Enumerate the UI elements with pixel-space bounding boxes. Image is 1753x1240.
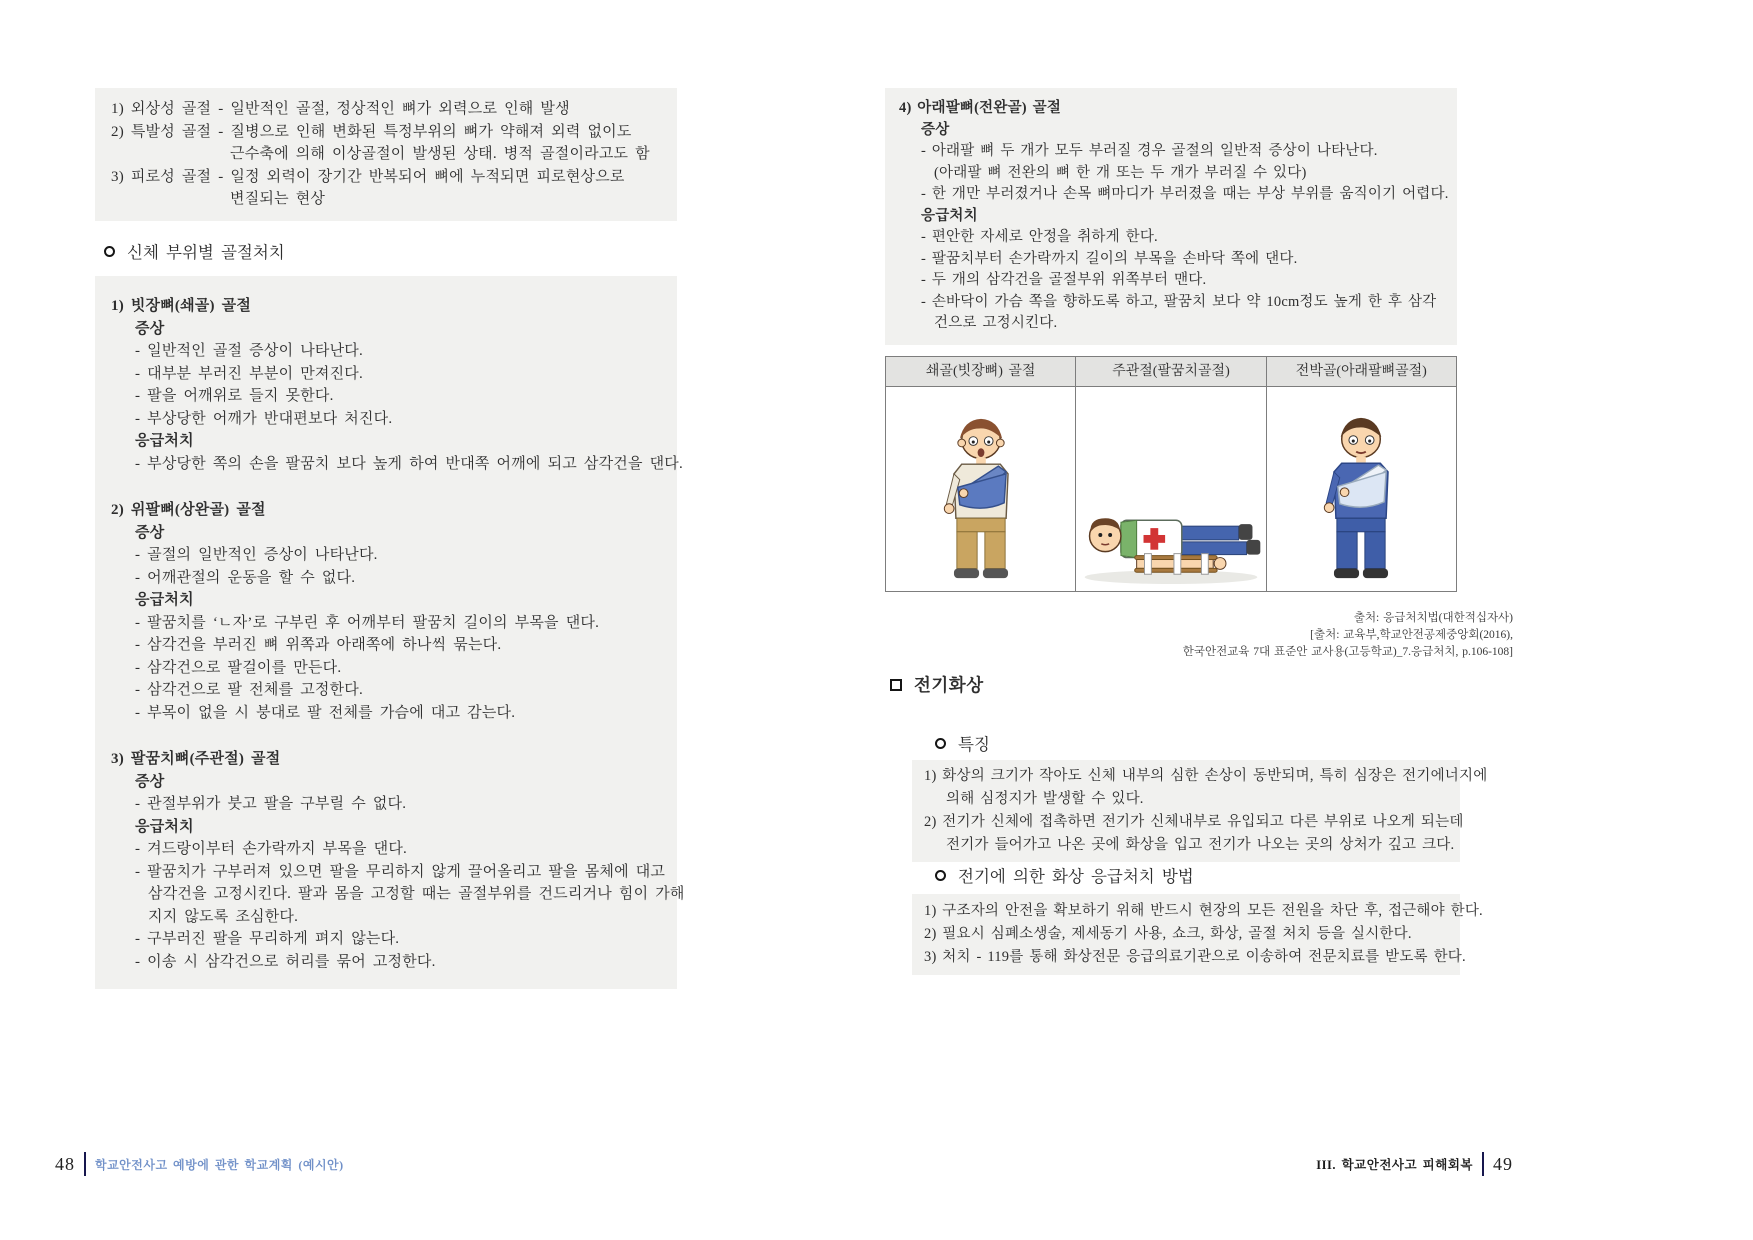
citation-line: 한국안전교육 7대 표준안 교사용(고등학교)_7.응급처치, p.106-108] [1182,646,1513,658]
first-aid-item: - 부목이 없을 시 붕대로 팔 전체를 가슴에 대고 감는다. [135,704,516,721]
method-item: 3) 처치 - 119를 통해 화상전문 응급의료기관으로 이송하여 전문치료를 받도록 한다. [924,949,1466,965]
citation-line: [출처: 교육부,학교안전공제중앙회(2016), [1310,629,1513,641]
symptom-item: - 관절부위가 붓고 팔을 구부릴 수 없다. [135,796,407,812]
first-aid-item: - 편안한 자세로 안정을 취하게 한다. [921,229,1158,245]
table-cell-forearm-illustration [1267,387,1456,591]
fracture-section-title: 2) 위팔뼈(상완골) 골절 [111,502,266,518]
symptom-label: 증상 [135,773,165,790]
first-aid-item: - 부상당한 쪽의 손을 팔꿈치 보다 높게 하여 반대쪽 어깨에 되고 삼각건을 댄다. [135,455,683,472]
text-line: 3) 피로성 골절 - 일정 외력이 장기간 반복되어 뼈에 누적되면 피로현상으로 [111,168,625,185]
section-heading-electric-burn [890,672,984,697]
first-aid-item: - 삼각건을 부러진 뼈 위쪽과 아래쪽에 하나씩 묶는다. [135,637,502,653]
first-aid-item: - 두 개의 삼각건을 골절부위 위쪽부터 맨다. [921,272,1207,288]
clavicle-fracture-sling-boy-illustration [925,409,1037,587]
elbow-splint-lying-person-illustration [1079,481,1263,587]
symptom-item: - 한 개만 부러졌거나 손목 뼈마디가 부러졌을 때는 부상 부위를 움직이기 어렵다. [921,186,1449,202]
table-cell-elbow-illustration [1076,387,1266,591]
citation-line: 출처: 응급처치법(대한적십자사) [1353,612,1513,624]
method-item: 1) 구조자의 안전을 확보하기 위해 반드시 현장의 모든 전원을 차단 후, 접근해야 한다. [924,903,1483,919]
spacer [111,475,661,499]
footer-divider-bar [1482,1152,1484,1176]
footer-divider-bar [84,1152,86,1176]
fracture-illustration-table [885,356,1457,592]
electric-burn-methods-box [912,894,1483,975]
first-aid-item: - 구부러진 팔을 무리하게 펴지 않는다. [135,931,400,947]
method-item: 2) 필요시 심폐소생술, 제세동기 사용, 쇼크, 화상, 골절 처치 등을 실시한다. [924,926,1412,942]
text-line: 변질되는 현상 [230,191,326,207]
table-header-row [886,357,1456,387]
feature-item: 2) 전기가 신체에 접촉하면 전기가 신체내부로 유입되고 다른 부위로 나오게 되는데 [924,814,1464,830]
feature-item-continuation: 전기가 들어가고 나온 곳에 화상을 입고 전기가 나오는 곳의 상처가 깊고 크다. [946,837,1455,853]
fracture-types-box [95,88,677,221]
circle-bullet-icon [104,246,115,257]
symptom-item: - 골절의 일반적인 증상이 나타난다. [135,547,378,563]
first-aid-item: - 손바닥이 가슴 쪽을 향하도록 하고, 팔꿈치 보다 약 10cm정도 높게 한 후 삼각 [921,293,1437,310]
first-aid-label: 응급처치 [135,592,194,608]
first-aid-item: - 삼각건으로 팔 전체를 고정한다. [135,682,363,698]
fracture-sections-box [95,276,685,989]
symptom-label: 증상 [135,320,165,337]
methods-heading-text: 전기에 의한 화상 응급처치 방법 [958,867,1194,886]
symptom-item: - 대부분 부러진 부분이 만져진다. [135,365,363,382]
left-page-footer [55,1152,344,1176]
symptom-item: - 일반적인 골절 증상이 나타난다. [135,343,363,359]
circle-bullet-icon [935,870,946,881]
symptom-item: - 아래팔 뼈 두 개가 모두 부러질 경우 골절의 일반적 증상이 나타난다. [921,143,1378,159]
first-aid-item: - 삼각건으로 팔걸이를 만든다. [135,659,342,676]
electric-burn-features-box [912,760,1488,862]
footer-title-left: 학교안전사고 예방에 관한 학교계획 (예시안) [95,1157,344,1172]
right-page-footer [885,1152,1513,1176]
text-line: 1) 외상성 골절 - 일반적인 골절, 정상적인 뼈가 외력으로 인해 발생 [111,101,570,117]
footer-title-right: III. 학교안전사고 피해회복 [1316,1158,1473,1172]
first-aid-item-continuation: 삼각건을 고정시킨다. 팔과 몸을 고정할 때는 골절부위를 건드리거나 힘이 가해 [148,886,685,902]
symptom-item: - 팔을 어깨위로 들지 못한다. [135,388,334,404]
subheading-first-aid-methods [935,863,1194,887]
fracture-section-title: 4) 아래팔뼈(전완골) 골절 [899,100,1062,116]
first-aid-item: - 팔꿈치를 ‘ㄴ자’로 구부린 후 어깨부터 팔꿈치 길이의 부목을 댄다. [135,614,600,631]
first-aid-item: - 겨드랑이부터 손가락까지 부목을 댄다. [135,841,407,857]
text-line: 근수축에 의해 이상골절이 발생된 상태. 병적 골절이라고도 함 [230,146,650,162]
feature-item-continuation: 의해 심정지가 발생할 수 있다. [946,791,1144,807]
symptom-label: 증상 [135,524,165,541]
first-aid-item-continuation: 건으로 고정시킨다. [934,315,1058,331]
source-citation [885,610,1513,661]
first-aid-label: 응급처치 [135,433,194,449]
square-bullet-icon [890,679,902,691]
section-heading-body-part-fracture [104,239,285,263]
first-aid-item: - 이송 시 삼각건으로 허리를 묶어 고정한다. [135,953,436,970]
text-line: 2) 특발성 골절 - 질병으로 인해 변화된 특정부위의 뼈가 약해져 외력 없이도 [111,123,632,140]
symptom-item: - 부상당한 어깨가 반대편보다 처진다. [135,410,393,427]
forearm-fracture-box [885,88,1457,345]
symptom-item: - 어깨관절의 운동을 할 수 없다. [135,569,356,586]
table-header-forearm: 전박골(아래팔뼈골절) [1267,357,1456,387]
section-heading-text: 신체 부위별 골절처치 [127,243,285,262]
electric-burn-title-text: 전기화상 [914,675,984,695]
table-header-elbow: 주관절(팔꿈치골절) [1076,357,1266,387]
table-header-clavicle: 쇄골(빗장뼈) 골절 [886,357,1076,387]
first-aid-item-continuation: 지지 않도록 조심한다. [148,908,299,925]
table-cell-clavicle-illustration [886,387,1076,591]
circle-bullet-icon [935,738,946,749]
feature-item: 1) 화상의 크기가 작아도 신체 내부의 심한 손상이 동반되며, 특히 심장은 전기에너지에 [924,768,1488,784]
page-number-right: 49 [1493,1153,1513,1174]
page-number-left: 48 [55,1153,75,1174]
first-aid-item: - 팔꿈치가 구부러져 있으면 팔을 무리하지 않게 끌어올리고 팔을 몸체에 대고 [135,863,666,880]
table-body-row [886,387,1456,591]
symptom-label: 증상 [921,121,950,138]
fracture-section-title: 1) 빗장뼈(쇄골) 골절 [111,298,252,314]
symptom-item-continuation: (아래팔 뼈 전완의 뼈 한 개 또는 두 개가 부러질 수 있다) [934,164,1307,181]
subheading-features [935,731,990,755]
features-heading-text: 특징 [958,735,990,754]
first-aid-item: - 팔꿈치부터 손가락까지 길이의 부목을 손바닥 쪽에 댄다. [921,250,1298,267]
fracture-section-title: 3) 팔꿈치뼈(주관절) 골절 [111,751,281,767]
forearm-sling-boy-illustration [1305,409,1417,587]
first-aid-label: 응급처치 [921,207,978,224]
first-aid-label: 응급처치 [135,818,194,835]
spacer [111,724,661,748]
